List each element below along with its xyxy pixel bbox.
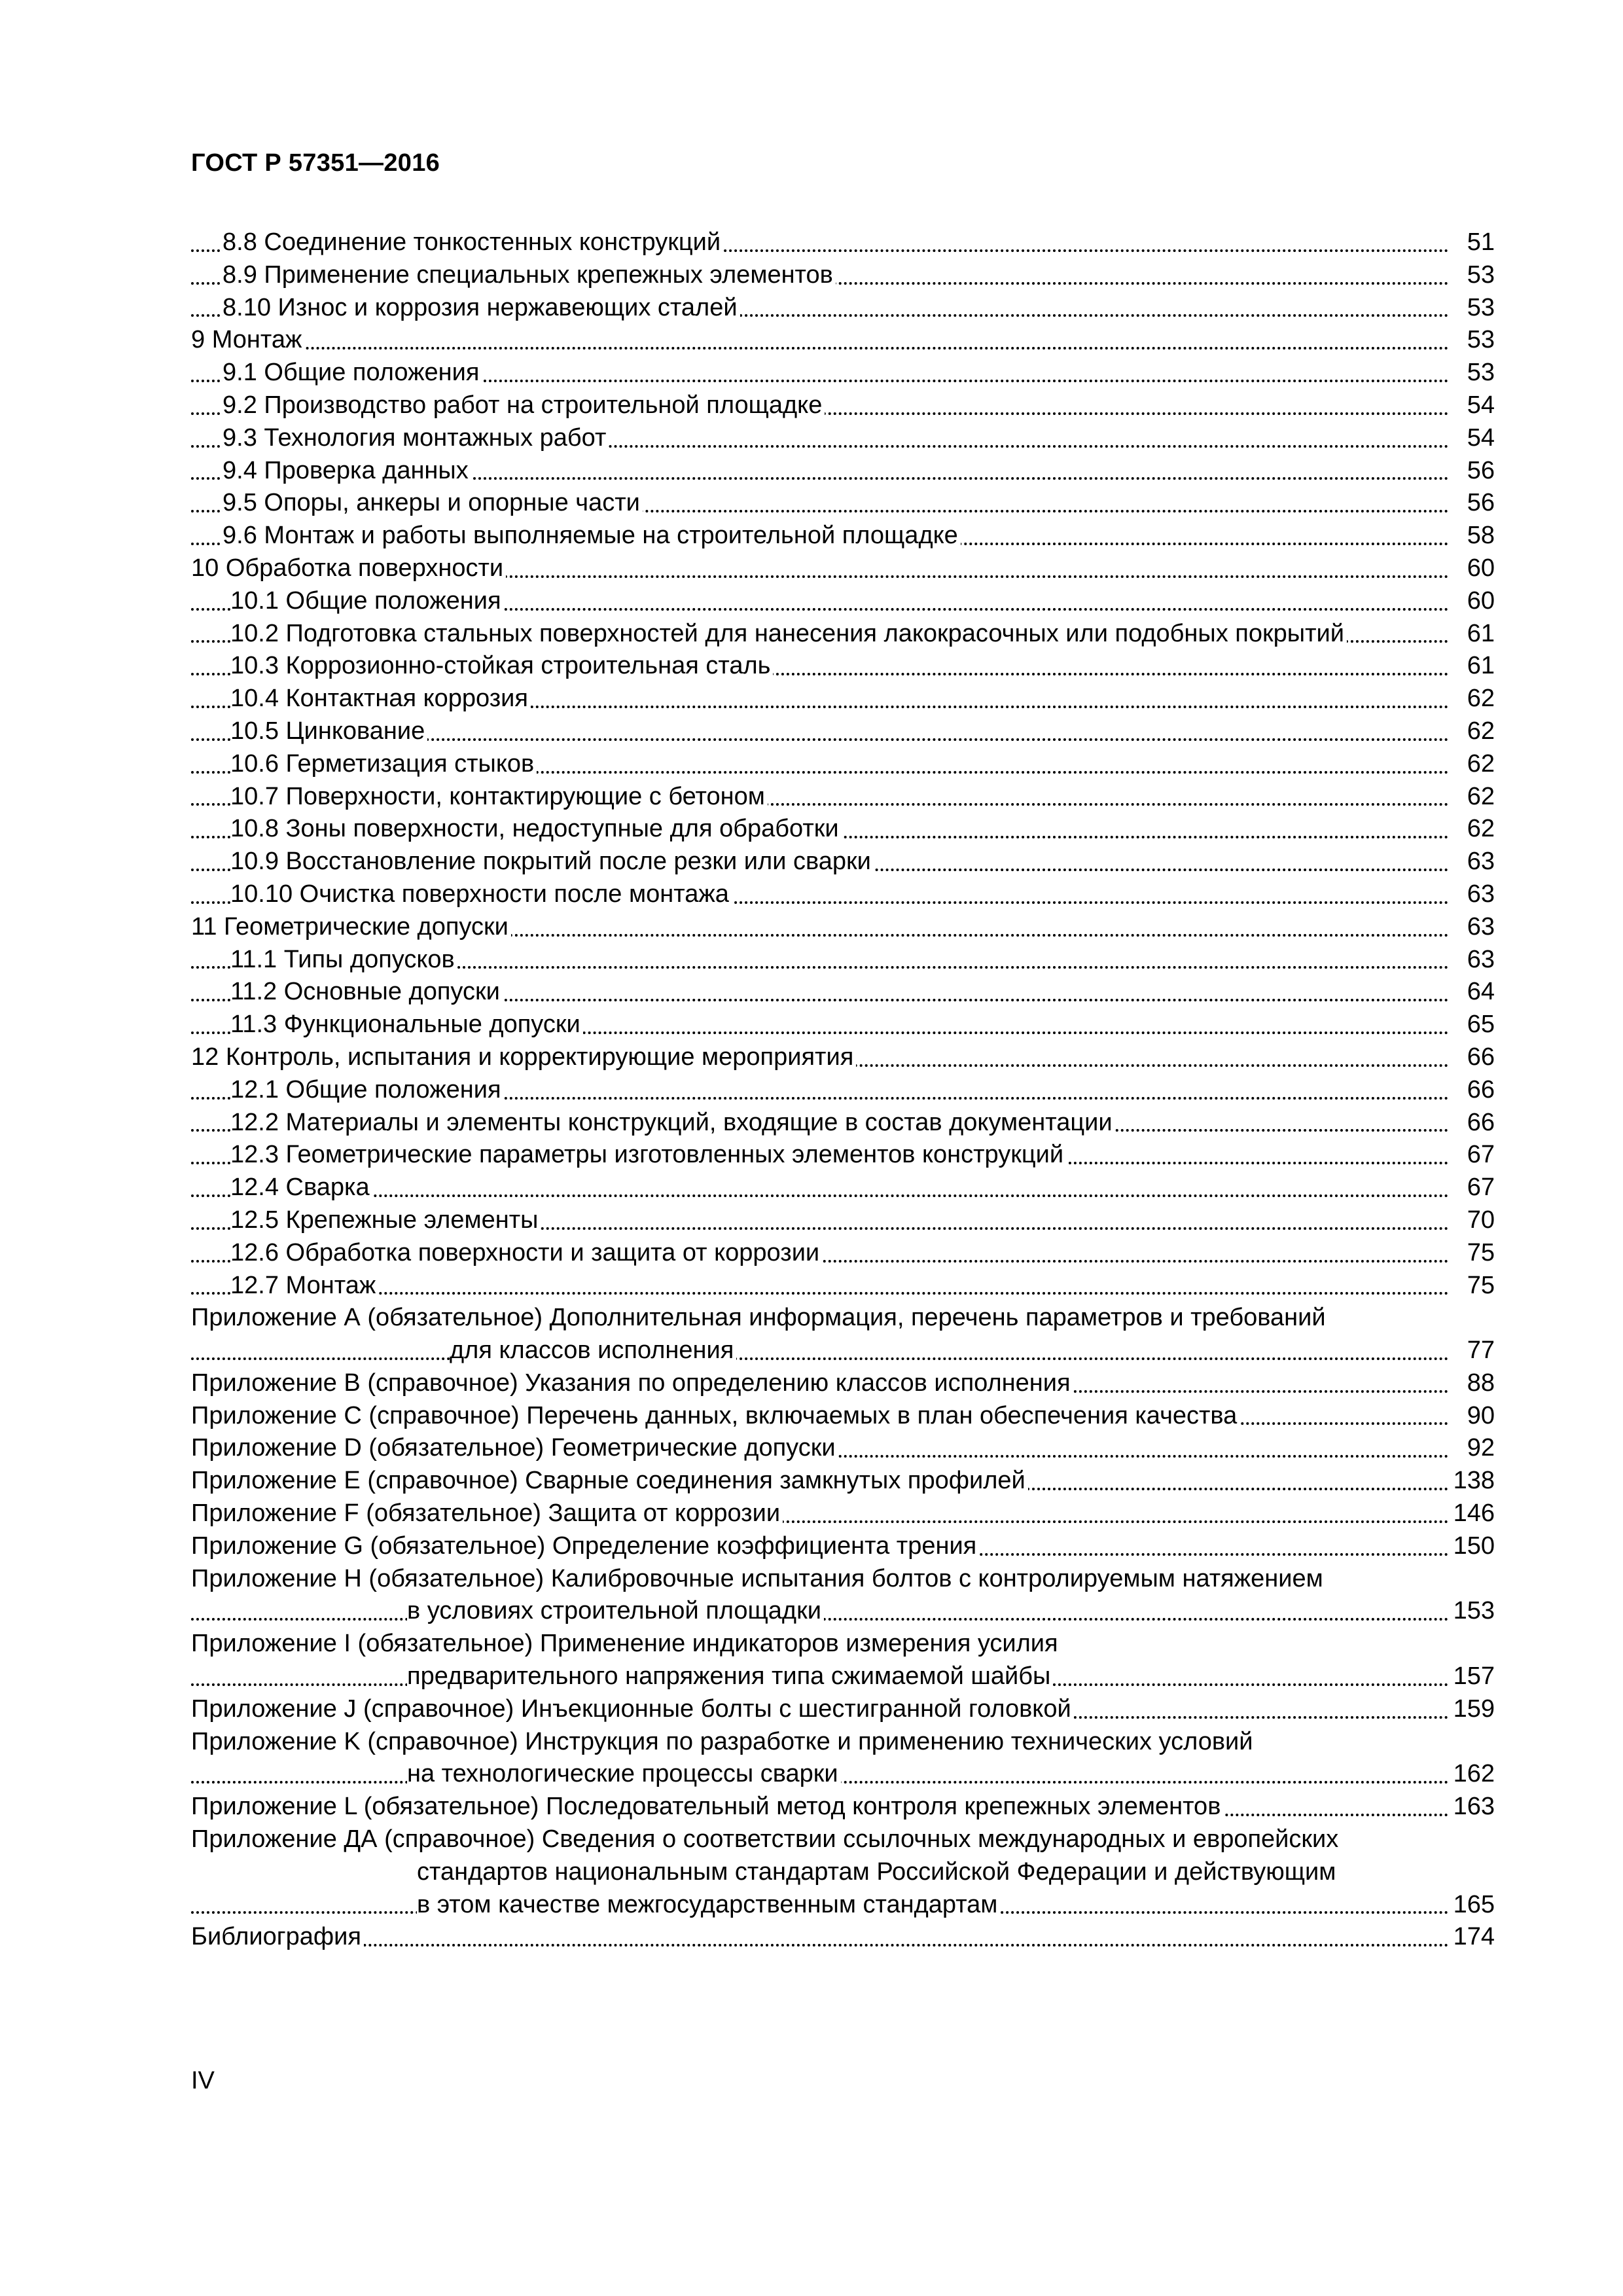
toc-entry-title: предварительного напряжения типа сжимаемой шайбы (407, 1662, 1053, 1690)
leader-dots (191, 1944, 1449, 1946)
toc-entry (191, 1921, 1495, 1954)
toc-entry (191, 1172, 1495, 1204)
toc-entry (191, 1009, 1495, 1041)
toc-entry-title: 9.6 Монтаж и работы выполняемые на строительной площадке (223, 522, 961, 549)
toc-entry (191, 781, 1495, 814)
toc-entry-page: 66 (1465, 1107, 1495, 1139)
toc-entry (191, 1302, 1495, 1335)
toc-entry-page: 62 (1465, 781, 1495, 814)
toc-entry-title: 12.7 Монтаж (230, 1272, 378, 1299)
toc-entry-page: 60 (1465, 585, 1495, 618)
toc-entry-page: 63 (1465, 878, 1495, 911)
toc-entry-title: 10 Обработка поверхности (191, 554, 506, 582)
toc-entry-title: Приложение В (справочное) Указания по определению классов исполнения (191, 1369, 1073, 1397)
toc-entry-title: Приложение ДА (справочное) Сведения о соответствии ссылочных международных и европейских (191, 1825, 1341, 1853)
toc-entry (191, 552, 1495, 585)
toc-entry (191, 1595, 1495, 1628)
toc-entry-title: 8.10 Износ и коррозия нержавеющих сталей (223, 294, 740, 321)
toc-entry (191, 911, 1495, 944)
toc-entry (191, 1726, 1495, 1759)
toc-entry (191, 1367, 1495, 1400)
toc-entry-title: Приложение F (обязательное) Защита от коррозии (191, 1499, 783, 1527)
toc-entry-title: 11 Геометрические допуски (191, 913, 511, 941)
toc-entry-title: Приложение G (обязательное) Определение коэффициента трения (191, 1532, 979, 1560)
toc-entry-page: 56 (1465, 487, 1495, 520)
toc-entry (191, 1563, 1495, 1596)
toc-entry (191, 1660, 1495, 1693)
table-of-contents (191, 226, 1495, 1954)
toc-entry-title: Приложение K (справочное) Инструкция по разработке и применению технических условий (191, 1728, 1255, 1755)
leader-dots (191, 347, 1449, 350)
toc-entry-page: 157 (1451, 1660, 1495, 1693)
toc-entry-page: 53 (1465, 357, 1495, 389)
toc-entry (191, 1758, 1495, 1791)
toc-entry-page: 62 (1465, 715, 1495, 748)
toc-entry-title: 9.4 Проверка данных (223, 457, 471, 484)
toc-entry (191, 944, 1495, 977)
toc-entry-title: для классов исполнения (450, 1336, 736, 1364)
toc-entry (191, 878, 1495, 911)
toc-entry-title: 8.9 Применение специальных крепежных элементов (223, 261, 836, 289)
toc-entry (191, 1237, 1495, 1270)
toc-entry-title: 10.4 Контактная коррозия (230, 685, 531, 712)
toc-entry-title: 10.9 Восстановление покрытий после резки или сварки (230, 848, 874, 875)
toc-entry-page: 92 (1465, 1432, 1495, 1465)
toc-entry (191, 324, 1495, 357)
toc-entry (191, 389, 1495, 422)
toc-entry (191, 1530, 1495, 1563)
toc-entry-title: 9.1 Общие положения (223, 359, 482, 386)
toc-entry (191, 487, 1495, 520)
toc-entry-page: 174 (1451, 1921, 1495, 1954)
toc-entry-title: Библиография (191, 1923, 364, 1950)
toc-entry-title: 12.6 Обработка поверхности и защита от коррозии (230, 1239, 822, 1266)
toc-entry (191, 259, 1495, 292)
toc-entry (191, 976, 1495, 1009)
toc-entry-page: 162 (1451, 1758, 1495, 1791)
toc-entry (191, 650, 1495, 683)
toc-entry-page: 60 (1465, 552, 1495, 585)
toc-entry (191, 1270, 1495, 1302)
toc-entry-title: 9.5 Опоры, анкеры и опорные части (223, 489, 643, 516)
toc-entry-title: Приложение L (обязательное) Последовательный метод контроля крепежных элементов (191, 1793, 1223, 1820)
toc-entry (191, 520, 1495, 552)
toc-entry-page: 75 (1465, 1270, 1495, 1302)
toc-entry-title: Приложение J (справочное) Инъекционные болты с шестигранной головкой (191, 1695, 1074, 1723)
toc-entry-page: 56 (1465, 455, 1495, 488)
toc-entry-page: 138 (1451, 1465, 1495, 1498)
toc-entry-title: 10.10 Очистка поверхности после монтажа (230, 880, 732, 908)
toc-entry-title: в условиях строительной площадки (407, 1597, 824, 1624)
toc-entry-title: 12 Контроль, испытания и корректирующие мероприятия (191, 1043, 856, 1071)
toc-entry (191, 618, 1495, 651)
toc-entry-title: 10.1 Общие положения (230, 587, 504, 615)
toc-entry-title: 10.3 Коррозионно-стойкая строительная сталь (230, 652, 773, 679)
toc-entry-page: 159 (1451, 1693, 1495, 1726)
toc-entry (191, 1823, 1495, 1856)
toc-entry-page: 65 (1465, 1009, 1495, 1041)
toc-entry-page: 146 (1451, 1498, 1495, 1530)
toc-entry-page: 67 (1465, 1172, 1495, 1204)
toc-entry-page: 64 (1465, 976, 1495, 1009)
toc-entry (191, 748, 1495, 781)
toc-entry-title: Приложение D (обязательное) Геометрические допуски (191, 1434, 838, 1462)
toc-entry-title: 11.2 Основные допуски (230, 978, 503, 1005)
toc-entry-title: 12.3 Геометрические параметры изготовленных элементов конструкций (230, 1141, 1066, 1168)
toc-entry-title: 12.4 Сварка (230, 1174, 372, 1201)
toc-entry-page: 153 (1451, 1595, 1495, 1628)
toc-entry-page: 163 (1451, 1791, 1495, 1823)
toc-entry-page: 66 (1465, 1041, 1495, 1074)
toc-entry (191, 683, 1495, 715)
toc-entry (191, 226, 1495, 259)
toc-entry-title: Приложение С (справочное) Перечень данных, включаемых в план обеспечения качества (191, 1402, 1240, 1429)
toc-entry (191, 846, 1495, 878)
toc-entry (191, 1400, 1495, 1433)
toc-entry-title: 10.5 Цинкование (230, 717, 427, 745)
toc-entry-page: 53 (1465, 292, 1495, 325)
toc-entry (191, 1204, 1495, 1237)
toc-entry-page: 63 (1465, 846, 1495, 878)
leader-dots (191, 1194, 1449, 1197)
toc-entry-title: Приложение Н (обязательное) Калибровочные испытания болтов с контролируемым натяжением (191, 1565, 1326, 1592)
toc-entry-title: 11.1 Типы допусков (230, 946, 457, 973)
toc-entry (191, 585, 1495, 618)
toc-entry (191, 1335, 1495, 1367)
page-number: IV (191, 2067, 215, 2094)
toc-entry-page: 61 (1465, 650, 1495, 683)
toc-entry-page: 54 (1465, 422, 1495, 455)
toc-entry-page: 90 (1465, 1400, 1495, 1433)
toc-entry (191, 422, 1495, 455)
toc-entry-title: 12.2 Материалы и элементы конструкций, входящие в состав документации (230, 1109, 1115, 1136)
leader-dots (191, 1292, 1449, 1295)
toc-entry-page: 62 (1465, 683, 1495, 715)
toc-entry-title: 12.1 Общие положения (230, 1076, 504, 1103)
toc-entry-page: 61 (1465, 618, 1495, 651)
toc-entry-title: Приложение А (обязательное) Дополнительная информация, перечень параметров и требований (191, 1304, 1329, 1331)
toc-entry-page: 63 (1465, 944, 1495, 977)
leader-dots (191, 1357, 1449, 1360)
toc-entry (191, 1465, 1495, 1498)
toc-entry (191, 1693, 1495, 1726)
toc-entry-page: 51 (1465, 226, 1495, 259)
toc-entry-title: 9 Монтаж (191, 326, 304, 353)
toc-entry-page: 70 (1465, 1204, 1495, 1237)
toc-entry (191, 357, 1495, 389)
toc-entry-page: 165 (1451, 1889, 1495, 1922)
toc-entry-page: 62 (1465, 813, 1495, 846)
toc-entry (191, 1498, 1495, 1530)
toc-entry (191, 1041, 1495, 1074)
toc-entry (191, 1791, 1495, 1823)
toc-entry-page: 63 (1465, 911, 1495, 944)
toc-entry (191, 1107, 1495, 1139)
toc-entry-page: 54 (1465, 389, 1495, 422)
toc-entry-title: 8.8 Соединение тонкостенных конструкций (223, 228, 723, 256)
toc-entry-title: 9.2 Производство работ на строительной площадке (223, 391, 825, 419)
toc-entry (191, 1074, 1495, 1107)
toc-entry-title: стандартов национальным стандартам Российской Федерации и действующим (417, 1858, 1338, 1886)
toc-entry-page: 66 (1465, 1074, 1495, 1107)
toc-entry-page: 77 (1465, 1335, 1495, 1367)
toc-entry-title: 10.7 Поверхности, контактирующие с бетоном (230, 783, 768, 810)
toc-entry-title: 12.5 Крепежные элементы (230, 1206, 541, 1234)
toc-entry (191, 1856, 1495, 1889)
toc-entry-title: 9.3 Технология монтажных работ (223, 424, 609, 452)
toc-entry (191, 1889, 1495, 1922)
toc-entry-page: 53 (1465, 259, 1495, 292)
toc-entry-page: 58 (1465, 520, 1495, 552)
toc-entry-title: Приложение Е (справочное) Сварные соединения замкнутых профилей (191, 1467, 1028, 1494)
document-header: ГОСТ Р 57351—2016 (191, 149, 440, 177)
toc-entry-page: 53 (1465, 324, 1495, 357)
toc-entry-page: 62 (1465, 748, 1495, 781)
toc-entry (191, 292, 1495, 325)
toc-entry-page: 88 (1465, 1367, 1495, 1400)
toc-entry-title: 11.3 Функциональные допуски (230, 1011, 583, 1038)
toc-entry-title: в этом качестве межгосударственным стандартам (417, 1891, 1000, 1918)
toc-entry-title: 10.8 Зоны поверхности, недоступные для обработки (230, 815, 842, 842)
toc-entry-page: 150 (1451, 1530, 1495, 1563)
toc-entry (191, 1628, 1495, 1660)
toc-entry-title: Приложение I (обязательное) Применение индикаторов измерения усилия (191, 1630, 1061, 1657)
toc-entry-title: 10.6 Герметизация стыков (230, 750, 537, 778)
toc-entry (191, 813, 1495, 846)
toc-entry-page: 75 (1465, 1237, 1495, 1270)
toc-entry (191, 715, 1495, 748)
toc-entry-title: на технологические процессы сварки (407, 1760, 841, 1787)
toc-entry (191, 1432, 1495, 1465)
toc-entry-page: 67 (1465, 1139, 1495, 1172)
toc-entry (191, 455, 1495, 488)
toc-entry (191, 1139, 1495, 1172)
toc-entry-title: 10.2 Подготовка стальных поверхностей для нанесения лакокрасочных или подобных покрытий (230, 620, 1347, 647)
